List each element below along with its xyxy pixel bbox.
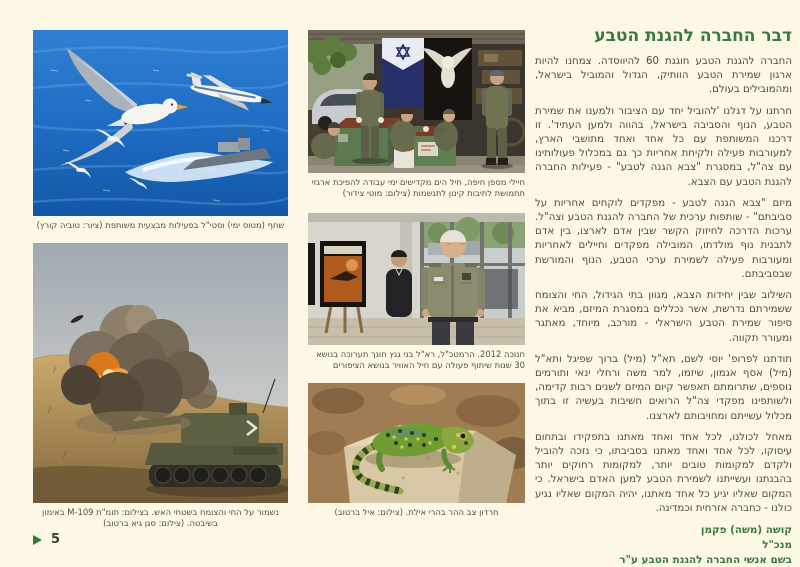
article-column bbox=[535, 26, 792, 567]
signature-block bbox=[535, 523, 792, 567]
caption-lizard: חרדון צב ההר בהרי אילת. (צילום: איל ברטוב) bbox=[334, 507, 499, 517]
article-paragraph-4: השילוב שבין יחידות הצבא, מגוון בתי הגידול, החי והצומח ששמירתם נדרשת, אשר נכללים במסגרת המיזם, מביא את סיפור שמירת הטבע הישראלי - מורכב, מיוחד, מאתגר ומעורר תקווה. bbox=[535, 290, 792, 344]
signature-role: מנכ"ל bbox=[762, 539, 792, 552]
page-marker-icon bbox=[33, 535, 42, 545]
page-title: דבר החברה להגנת הטבע bbox=[594, 26, 792, 46]
photo-gantz-figure bbox=[308, 213, 525, 370]
caption-seagull: שחף (מטוס ימי) וסטי"ל בפעילות מבצעית משותפת (ציור: טוביה קורץ) bbox=[36, 220, 285, 230]
page-number: 5 bbox=[51, 532, 61, 547]
article-paragraph-2: חרתנו על דגלנו 'להוביל יחד עם הציבור ולמענו את שמירת הטבע, הנוף והסביבה בישראל, בהווה ולמען העתיד'. זו דרכנו המשותפת עם כל אחד ואחד מתושבי הארץ, למעורבות פעילה ולקיחת אחריות כך גם במכלול פעולותינו עם צה"ל, במסגרת "צבא הגנה לטבע" - פעילות החברה להגנת הטבע עם הצבא. bbox=[535, 105, 792, 188]
owl-banner-icon bbox=[422, 38, 472, 120]
photo-soldiers-figure bbox=[308, 30, 525, 198]
caption-tank: נשמור על החי והצומח בשטחי האש. בצילום: תומ"ת M-109 באימון בשיבטה. (צילום: סגן גיא ברטוב) bbox=[42, 507, 279, 528]
gantz-photo-illustration bbox=[308, 213, 525, 345]
soldiers-photo-illustration bbox=[308, 30, 525, 173]
signature-name: קושה (משה) פקמן bbox=[700, 524, 792, 537]
caption-soldiers: חיילי מספן חיפה, חיל הים מקדישים ימי עבודה להפיכת ארגזי תחמושת לתיבות קינון לתנשמות (צילום: מוטי צידור) bbox=[311, 177, 525, 198]
photo-lizard-figure bbox=[308, 383, 525, 518]
article-paragraph-6: מאחל לכולנו, לכל אחד ואחד מאתנו בתפקידו ובתחום עיסוקו, לכל אחד ואחד מאתנו בסביבתו, כי נזכה להוביל ולקדם למקומות טובים יותר, למקומות רחוקים יותר בהבנתנו ועשייתנו לשמירת הטבע למען האדם בישראל. כי המקום שאליו יגיע כל אחד מאתנו, יהיה המקום שאליו נגיע כולנו - כחברה אזרחית וכמדינה. bbox=[535, 431, 792, 514]
navy-flag-icon bbox=[382, 38, 424, 108]
photo-tank-figure bbox=[33, 243, 288, 528]
article-paragraph-3: מיזם "צבא הגנה לטבע - מפקדים לוקחים אחריות על סביבתם" - שותפות ערכית של החברה להגנת הטבע וצה"ל. ערכות הדרכה לחיזוק הקשר שבין אדם לארצו, בין אדם לתבנית נוף מולדתו, המובילה מפקדים וחיילים לאחריות ומעורבות פעילה לשמירת ערכי הטבע, הנוף והמורשת שבסביבתם. bbox=[535, 197, 792, 280]
seagull-illustration bbox=[33, 30, 288, 216]
page-footer bbox=[33, 532, 60, 547]
photo-seagull-figure bbox=[33, 30, 288, 231]
signature-org: בשם אנשי החברה להגנת הטבע ע"ר bbox=[619, 554, 792, 567]
article-paragraph-1: החברה להגנת הטבע חוגגת 60 להיווסדה. צמחנו להיות ארגון שמירת הטבע הוותיק, הגדול והמוביל בישראל, ומהמובילים בעולם. bbox=[535, 56, 792, 96]
caption-gantz: חנוכה 2012. הרמטכ"ל, רא"ל בני גנץ חונך תערוכה בנושא 30 שנות שיתוף פעולה עם חיל האוויר בנושא הציפורים bbox=[316, 349, 525, 370]
article-paragraph-5: תודתנו לפרופ' יוסי לשם, תא"ל (מיל) ברוך שפיגל ותא"ל (מיל) אסף אגמון, שיזמו, למר משה ורחלי ינאי ותורמים נוספים, שתרומתם תאפשר קיום המיזם לשנים רבות קדימה, ולשותפינו מפקדי צה"ל הרואים חשיבות בעשיה זו בתוך מכלול עשייתם ומחויבותם לארצנו. bbox=[535, 353, 792, 422]
lizard-photo-illustration bbox=[308, 383, 525, 503]
tank-photo-illustration bbox=[33, 243, 288, 503]
